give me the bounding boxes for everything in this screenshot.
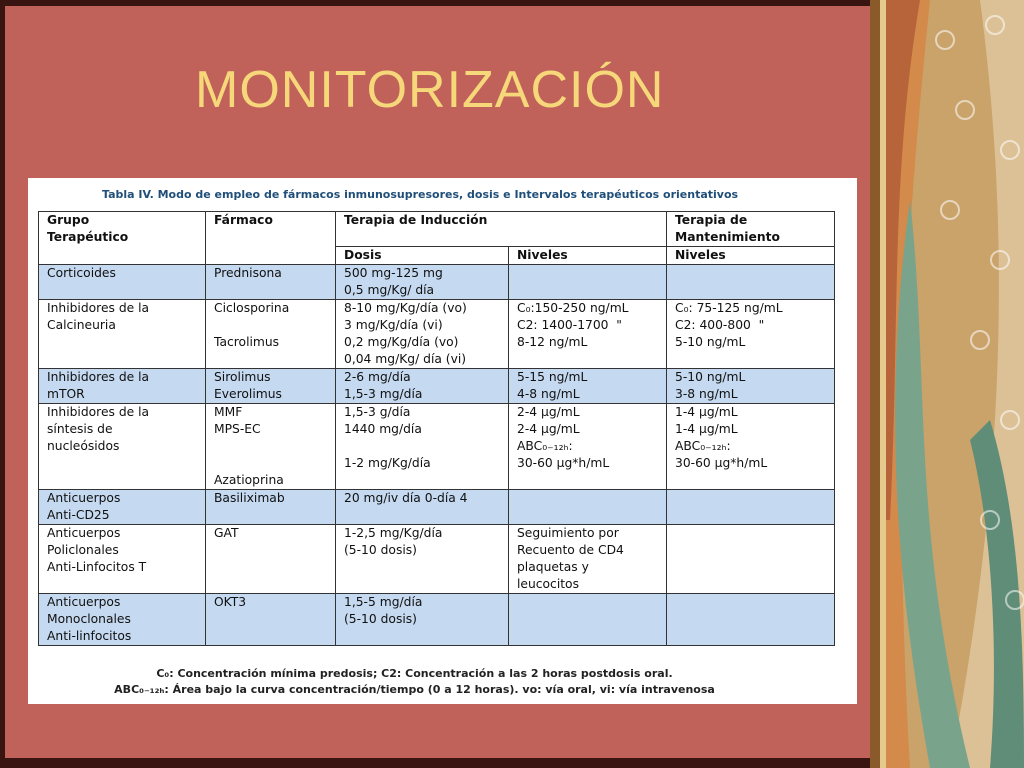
slide-title: MONITORIZACIÓN [195, 61, 665, 119]
table-cell-grupo: Anticuerpos Policlonales Anti-Linfocitos T [39, 525, 206, 594]
table-row [39, 594, 835, 646]
drug-table [38, 211, 835, 646]
header-dosis: Dosis [336, 247, 509, 265]
table-cell-dosis: 1-2,5 mg/Kg/día (5-10 dosis) [336, 525, 509, 594]
table-row [39, 490, 835, 525]
table-cell-mant [667, 525, 835, 594]
table-cell-dosis: 1,5-3 g/día 1440 mg/día 1-2 mg/Kg/día [336, 404, 509, 490]
table-cell-dosis: 20 mg/iv día 0-día 4 [336, 490, 509, 525]
table-cell-niveles: 2-4 µg/mL 2-4 µg/mL ABC₀₋₁₂ₕ: 30-60 µg*h/mL [509, 404, 667, 490]
table-row [39, 265, 835, 300]
header-niveles-induccion: Niveles [509, 247, 667, 265]
table-cell-grupo: Anticuerpos Anti-CD25 [39, 490, 206, 525]
decorative-side-pattern [870, 0, 1024, 768]
header-mantenimiento: Terapia de Mantenimiento [667, 212, 835, 247]
table-cell-niveles [509, 265, 667, 300]
table-cell-mant [667, 490, 835, 525]
header-niveles-mantenimiento: Niveles [667, 247, 835, 265]
table-cell-dosis: 1,5-5 mg/día (5-10 dosis) [336, 594, 509, 646]
footnote-abc: ABC₀₋₁₂ₕ: Área bajo la curva concentración/tiempo (0 a 12 horas). vo: vía oral, vi: vía intravenosa [114, 683, 715, 696]
table-cell-farmaco: Basiliximab [206, 490, 336, 525]
table-cell-dosis: 8-10 mg/Kg/día (vo) 3 mg/Kg/día (vi) 0,2 mg/Kg/día (vo) 0,04 mg/Kg/ día (vi) [336, 300, 509, 369]
table-row [39, 404, 835, 490]
table-row [39, 369, 835, 404]
table-cell-mant [667, 265, 835, 300]
footnote-c0: C₀: Concentración mínima predosis; C2: Concentración a las 2 horas postdosis oral. [156, 667, 673, 680]
table-cell-farmaco: GAT [206, 525, 336, 594]
table-cell-farmaco: OKT3 [206, 594, 336, 646]
table-cell-grupo: Inhibidores de la síntesis de nucleósidos [39, 404, 206, 490]
table-cell-grupo: Inhibidores de la Calcineuria [39, 300, 206, 369]
table-cell-dosis: 500 mg-125 mg 0,5 mg/Kg/ día [336, 265, 509, 300]
table-row [39, 300, 835, 369]
table-cell-mant: 5-10 ng/mL 3-8 ng/mL [667, 369, 835, 404]
slide-bottom-border [0, 758, 880, 768]
header-induccion: Terapia de Inducción [336, 212, 667, 247]
table-cell-niveles: 5-15 ng/mL 4-8 ng/mL [509, 369, 667, 404]
table-cell-grupo: Inhibidores de la mTOR [39, 369, 206, 404]
table-cell-farmaco: Prednisona [206, 265, 336, 300]
table-cell-farmaco: Sirolimus Everolimus [206, 369, 336, 404]
table-cell-mant: C₀: 75-125 ng/mL C2: 400-800 " 5-10 ng/mL [667, 300, 835, 369]
table-cell-dosis: 2-6 mg/día 1,5-3 mg/día [336, 369, 509, 404]
header-grupo: Grupo Terapéutico [39, 212, 206, 265]
table-cell-niveles: Seguimiento por Recuento de CD4 plaquetas y leucocitos [509, 525, 667, 594]
table-cell-mant [667, 594, 835, 646]
table-cell-farmaco: MMF MPS-EC Azatioprina [206, 404, 336, 490]
header-farmaco: Fármaco [206, 212, 336, 265]
table-cell-grupo: Anticuerpos Monoclonales Anti-linfocitos [39, 594, 206, 646]
table-cell-niveles: C₀:150-250 ng/mL C2: 1400-1700 " 8-12 ng/mL [509, 300, 667, 369]
table-cell-mant: 1-4 µg/mL 1-4 µg/mL ABC₀₋₁₂ₕ: 30-60 µg*h/mL [667, 404, 835, 490]
header-row-1 [39, 212, 835, 247]
table-cell-grupo: Corticoides [39, 265, 206, 300]
table-cell-niveles [509, 594, 667, 646]
table-cell-niveles [509, 490, 667, 525]
table-caption: Tabla IV. Modo de empleo de fármacos inmunosupresores, dosis e Intervalos terapéuticos orientativos [102, 188, 739, 201]
table-row [39, 525, 835, 594]
table-cell-farmaco: Ciclosporina Tacrolimus [206, 300, 336, 369]
